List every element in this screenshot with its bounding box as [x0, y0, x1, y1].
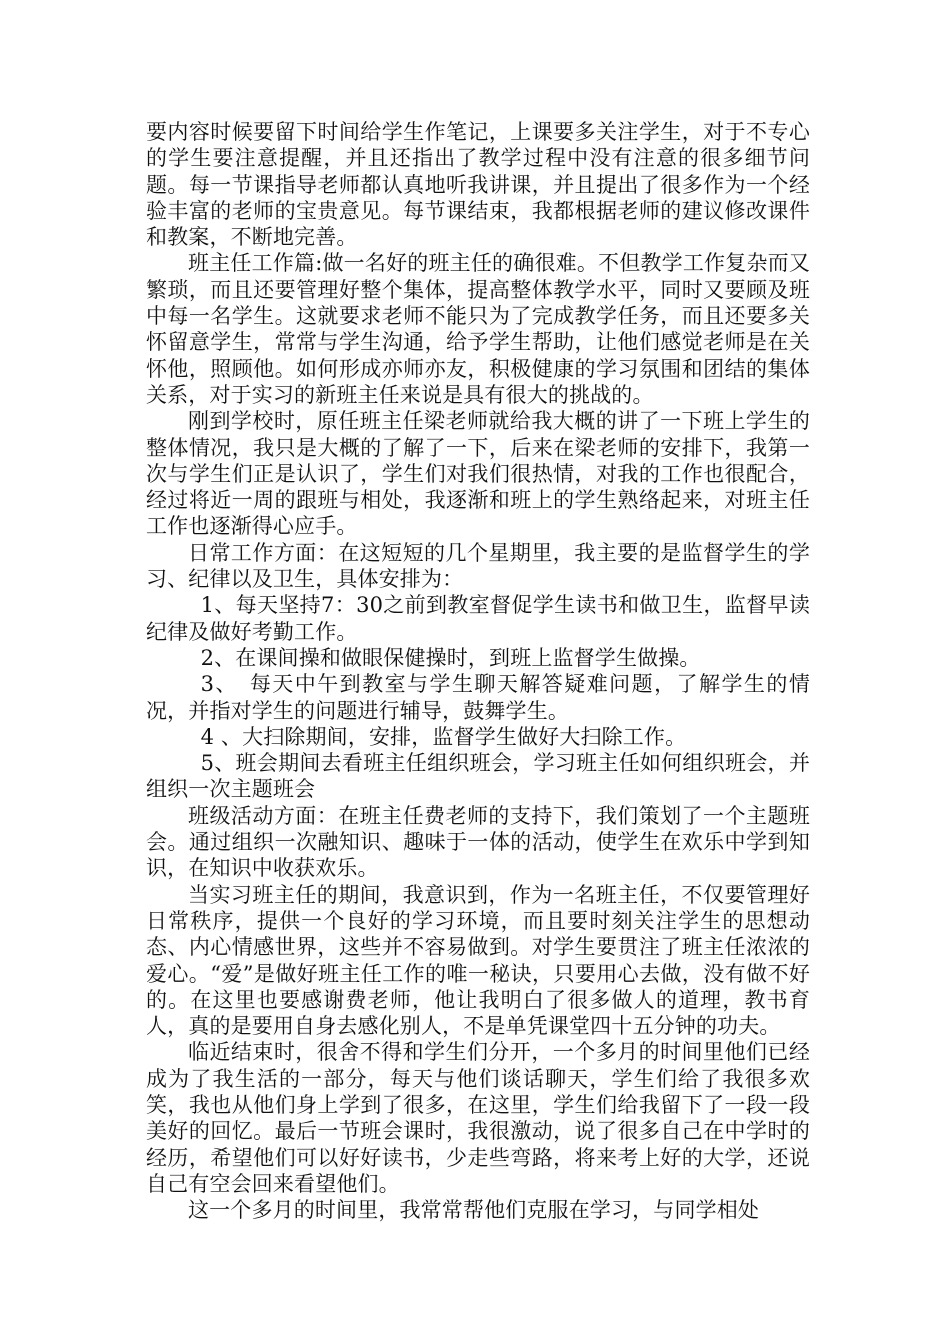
paragraph-continued: 这一个多月的时间里，我常常帮他们克服在学习，与同学相处	[188, 1198, 760, 1223]
paragraph-lesson-feedback: 要内容时候要留下时间给学生作笔记，上课要多关注学生，对于不专心的学生要注意提醒，并且还指出了教学过程中没有注意的很多细节问题。每一节课指导老师都认真地听我讲课，并且提出了很多作为一个经验丰富的老师的宝贵意见。每节课结束，我都根据老师的建议修改课件和教案，不断地完善。	[146, 120, 810, 250]
paragraph-farewell: 临近结束时，很舍不得和学生们分开，一个多月的时间里他们已经成为了我生活的一部分，每天与他们谈话聊天，学生们给了我很多欢笑，我也从他们身上学到了很多，在这里，学生们给我留下了一段一段美好的回忆。最后一节班会课时，我很激动，说了很多自己在中学时的经历，希望他们可以好好读书，少走些弯路，将来考上好的大学，还说自己有空会回来看望他们。	[146, 1040, 810, 1196]
paragraph-head-teacher-intro: 班主任工作篇:做一名好的班主任的确很难。不但教学工作复杂而又繁琐，而且还要管理好整个集体，提高整体教学水平，同时又要顾及班中每一名学生。这就要求老师不能只为了完成教学任务，而且还要多关怀留意学生，常常与学生沟通，给予学生帮助，让他们感觉老师是在关怀他，照顾他。如何形成亦师亦友，积极健康的学习氛围和团结的集体关系，对于实习的新班主任来说是具有很大的挑战的。	[146, 251, 810, 407]
document-page	[146, 119, 810, 1223]
paragraph-daily-work: 日常工作方面：在这短短的几个星期里，我主要的是监督学生的学习、纪律以及卫生，具体安排为：	[146, 540, 810, 592]
list-item-3: 3、 每天中午到教室与学生聊天解答疑难问题，了解学生的情况，并指对学生的问题进行辅导，鼓舞学生。	[146, 672, 810, 723]
list-item-1: 1、每天坚持7：30之前到教室督促学生读书和做卫生，监督早读纪律及做好考勤工作。	[146, 593, 810, 644]
list-item-5: 5、班会期间去看班主任组织班会，学习班主任如何组织班会，并组织一次主题班会	[146, 751, 810, 802]
paragraph-reflection: 当实习班主任的期间，我意识到，作为一名班主任，不仅要管理好日常秩序，提供一个良好的学习环境，而且要时刻关注学生的思想动态、内心情感世界，这些并不容易做到。对学生要贯注了班主任浓浓的爱心。“爱”是做好班主任工作的唯一秘诀，只要用心去做，没有做不好的。在这里也要感谢费老师，他让我明白了很多做人的道理，教书育人，真的是要用自身去感化别人，不是单凭课堂四十五分钟的功夫。	[146, 882, 810, 1039]
list-item-4: 4 、大扫除期间，安排，监督学生做好大扫除工作。	[200, 724, 687, 749]
paragraph-class-activity: 班级活动方面：在班主任费老师的支持下，我们策划了一个主题班会。通过组织一次融知识、趣味于一体的活动，使学生在欢乐中学到知识，在知识中收获欢乐。	[146, 803, 810, 881]
paragraph-arrival: 刚到学校时，原任班主任梁老师就给我大概的讲了一下班上学生的整体情况，我只是大概的了解了一下，后来在梁老师的安排下，我第一次与学生们正是认识了，学生们对我们很热情，对我的工作也很配合，经过将近一周的跟班与相处，我逐渐和班上的学生熟络起来，对班主任工作也逐渐得心应手。	[146, 409, 810, 539]
list-item-2: 2、在课间操和做眼保健操时，到班上监督学生做操。	[200, 645, 701, 670]
